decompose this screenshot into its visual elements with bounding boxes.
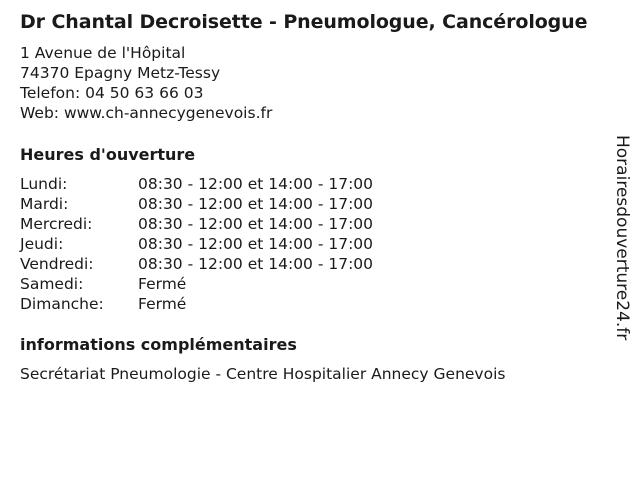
page-title: Dr Chantal Decroisette - Pneumologue, Cancérologue (20, 11, 588, 33)
website-link: Web: www.ch-annecygenevois.fr (20, 104, 273, 122)
hours-row-tuesday (20, 194, 373, 214)
time-value: 08:30 - 12:00 et 14:00 - 17:00 (138, 235, 374, 253)
site-watermark: Horairesdouverture24.fr (612, 135, 632, 341)
additional-info-heading: informations complémentaires (20, 335, 297, 354)
phone-number: Telefon: 04 50 63 66 03 (20, 84, 204, 102)
opening-hours-heading: Heures d'ouverture (20, 145, 196, 164)
day-label: Samedi: (20, 275, 84, 293)
hours-row-thursday (20, 234, 373, 254)
day-label: Mardi: (20, 195, 69, 213)
opening-hours-table (20, 174, 373, 314)
time-value: Fermé (138, 295, 187, 313)
additional-info-text: Secrétariat Pneumologie - Centre Hospitalier Annecy Genevois (20, 365, 506, 383)
hours-row-sunday (20, 294, 373, 314)
city-address: 74370 Epagny Metz-Tessy (20, 64, 221, 82)
address-block (20, 43, 272, 123)
day-label: Dimanche: (20, 295, 104, 313)
day-label: Jeudi: (20, 235, 64, 253)
time-value: 08:30 - 12:00 et 14:00 - 17:00 (138, 175, 374, 193)
hours-row-saturday (20, 274, 373, 294)
day-label: Lundi: (20, 175, 68, 193)
hours-row-wednesday (20, 214, 373, 234)
day-label: Mercredi: (20, 215, 93, 233)
street-address: 1 Avenue de l'Hôpital (20, 44, 186, 62)
time-value: 08:30 - 12:00 et 14:00 - 17:00 (138, 255, 374, 273)
time-value: Fermé (138, 275, 187, 293)
day-label: Vendredi: (20, 255, 94, 273)
hours-row-monday (20, 174, 373, 194)
hours-row-friday (20, 254, 373, 274)
time-value: 08:30 - 12:00 et 14:00 - 17:00 (138, 195, 374, 213)
time-value: 08:30 - 12:00 et 14:00 - 17:00 (138, 215, 374, 233)
